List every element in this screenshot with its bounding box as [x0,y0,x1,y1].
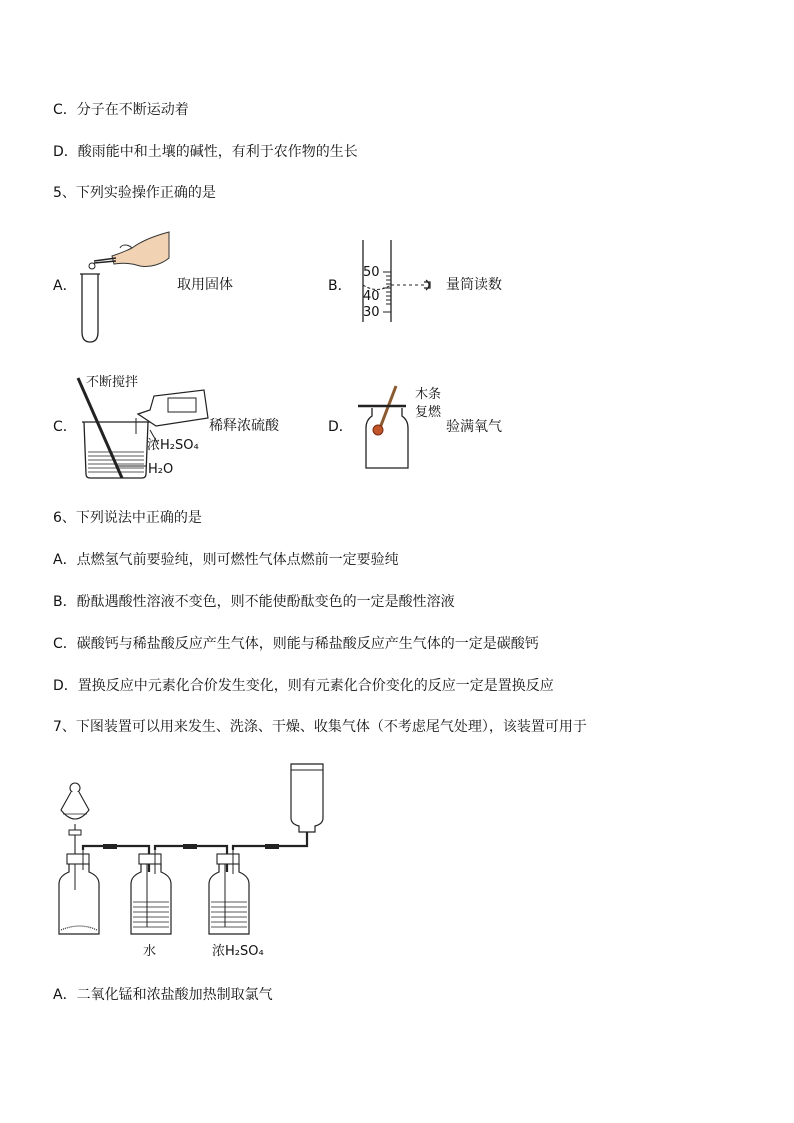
dilution-figure [72,374,212,484]
bottle-acid-label: 浓H₂SO₄ [212,944,264,959]
tick-label-40: 40 [363,289,380,304]
q5-option-c-caption: 稀释浓硫酸 [209,418,279,434]
q5-option-b-letter: B． [328,278,352,294]
q6-option-c: C．碳酸钙与稀盐酸反应产生气体，则能与稀盐酸反应产生气体的一定是碳酸钙 [53,636,539,652]
q5-option-d-letter: D． [328,419,353,435]
q5-option-a-letter: A． [53,278,77,294]
q5-option-c-letter: C． [53,419,77,435]
q7-stem: 7、下图装置可以用来发生、洗涤、干燥、收集气体（不考虑尾气处理），该装置可用于 [53,719,587,735]
q4-option-c: C．分子在不断运动着 [53,102,189,118]
relight-label: 复燃 [415,405,442,420]
solid-taking-figure [74,228,174,344]
q5-option-d-caption: 验满氧气 [446,419,502,435]
stir-label: 不断搅拌 [86,375,139,390]
bottle-water-label: 水 [143,944,157,959]
tick-label-50: 50 [363,265,380,280]
stick-label: 木条 [415,387,442,402]
q7-option-a: A．二氧化锰和浓盐酸加热制取氯气 [53,987,273,1003]
q6-stem: 6、下列说法中正确的是 [53,510,202,526]
acid-label: 浓H₂SO₄ [147,438,199,453]
q5-option-b-caption: 量筒读数 [446,277,502,293]
q6-option-d: D．置换反应中元素化合价发生变化，则有元素化合价变化的反应一定是置换反应 [53,678,554,694]
q5-option-a-caption: 取用固体 [177,277,233,293]
gas-apparatus-figure [55,762,335,942]
q5-stem: 5、下列实验操作正确的是 [53,185,216,201]
tick-label-30: 30 [363,305,380,320]
q6-option-b: B．酚酞遇酸性溶液不变色，则不能使酚酞变色的一定是酸性溶液 [53,594,455,610]
q4-option-d: D．酸雨能中和土壤的碱性，有利于农作物的生长 [53,144,358,160]
q6-option-a: A．点燃氢气前要验纯，则可燃性气体点燃前一定要验纯 [53,552,399,568]
water-label: H₂O [148,462,174,477]
